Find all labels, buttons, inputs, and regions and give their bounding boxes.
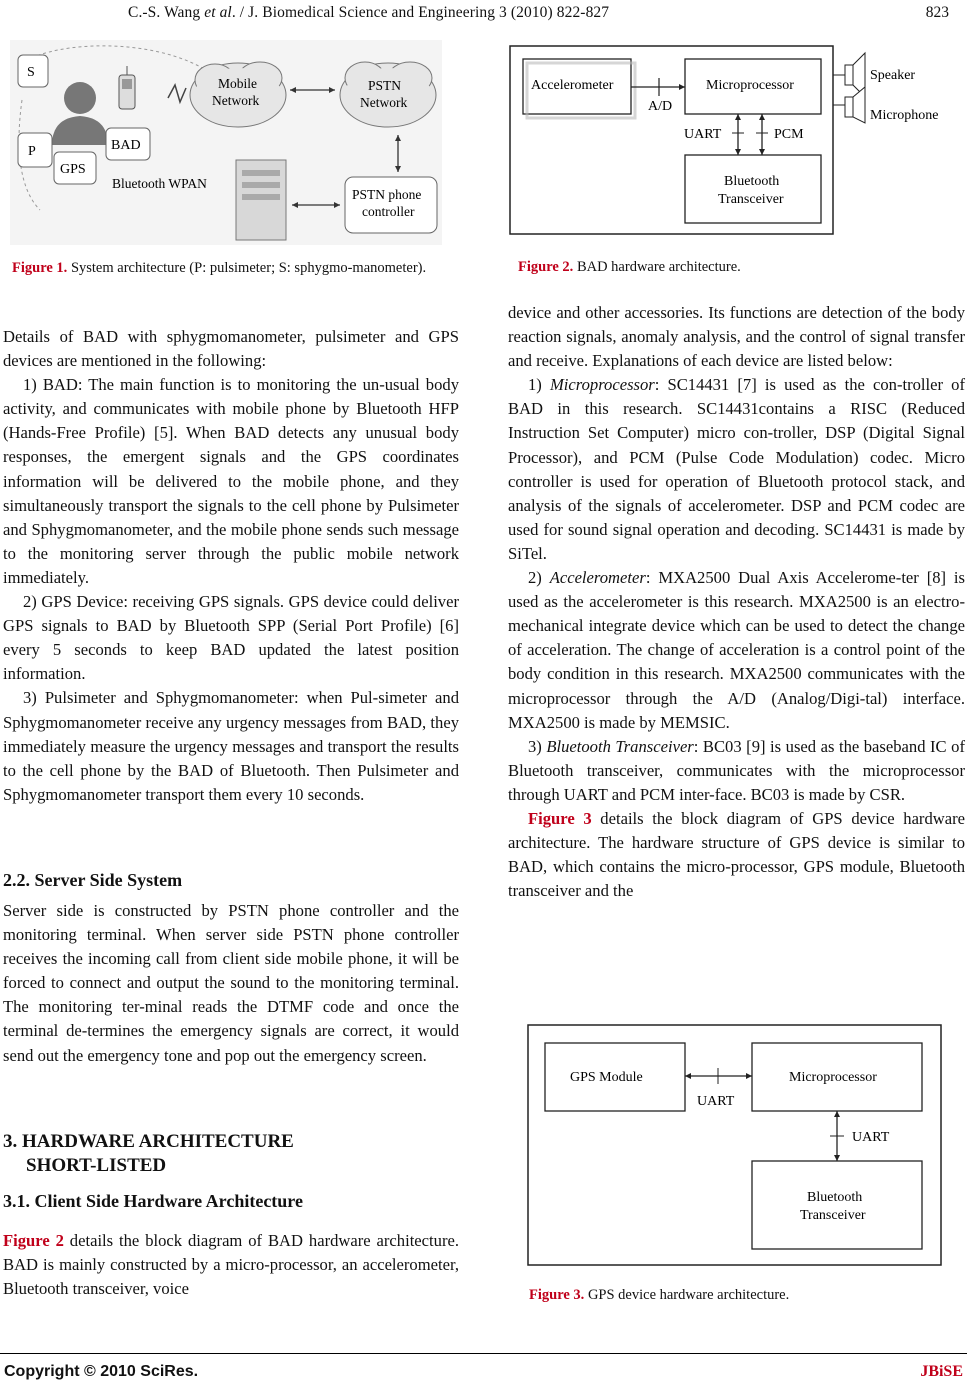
bt-transceiver-label-2: Transceiver [718, 192, 784, 207]
pstn-controller-label-2: controller [362, 204, 415, 219]
bad-label: BAD [111, 138, 141, 153]
bt-transceiver-label-3b: Transceiver [800, 1208, 866, 1223]
paragraph-bad: 1) BAD: The main function is to monitoring the un-usual body activity, and communicates with mobile phone by Bluetooth HFP (Hands-Free Profile) [5]. When BAD detects any unusual body responses, the emergent signals and the GPS coordinates information will be delivered to the mobile phone, and they simultaneously transport the signals to the cell phone by Pulsimeter and Sphygmomanometer, and the mobile phone sends such message to the monitoring server through the public mobile network immediately. [3, 375, 459, 587]
pstn-network-label-2: Network [360, 95, 408, 110]
server-icon [236, 160, 286, 240]
hardware-section [3, 1130, 459, 1301]
server-section [3, 868, 459, 1068]
accelerometer-label: Accelerometer [531, 78, 614, 93]
page-number: 823 [925, 4, 949, 21]
p-label: P [28, 144, 36, 159]
paragraph-microprocessor: 1) Microprocessor: SC14431 [7] is used as the con-troller of BAD in this research. SC14431contains a RISC (Reduced Instruction Set Computer) micro con-troller, DSP (Digital Signal Processor), and PCM (Pulse Code Modulation) codec. Micro controller is used for operation of Bluetooth protocol stack, and analysis of the signals of accelerometer. DSP and PCM codec are used for sound signal operation and decoding. SC14431 is made by SiTel. [508, 375, 965, 563]
pstn-controller-label-1: PSTN phone [352, 187, 422, 202]
s-label: S [27, 65, 35, 80]
journal-abbrev: JBiSE [920, 1363, 963, 1380]
microphone-label: Microphone [870, 108, 939, 123]
paragraph-gps: 2) GPS Device: receiving GPS signals. GPS device could deliver GPS signals to BAD by Bluetooth SPP (Serial Port Profile) [6] every 5 seconds to keep BAD updated the latest position information. [3, 592, 459, 684]
microprocessor-label: Microprocessor [706, 78, 794, 93]
copyright: Copyright © 2010 SciRes. [4, 1363, 199, 1380]
uart-label-v: UART [852, 1130, 890, 1145]
gps-label: GPS [60, 162, 86, 177]
bt-transceiver-label-1: Bluetooth [724, 174, 780, 189]
ad-label: A/D [648, 99, 673, 114]
microphone-icon [845, 87, 865, 123]
paragraph-fig3-ref: Figure 3 details the block diagram of GPS device hardware architecture. The hardware structure of GPS device is similar to BAD, which contains the micro-processor, GPS module, Bluetooth transceiver and the [508, 808, 965, 901]
paragraph-bluetooth: 3) Bluetooth Transceiver: BC03 [9] is used as the baseband IC of Bluetooth transceiver, communicates with the microprocessor through UART and PCM inter-face. BC03 is made by CSR. [508, 736, 965, 804]
figure-2-diagram [509, 45, 959, 237]
paragraph-pulsimeter: 3) Pulsimeter and Sphygmomanometer: when Pul-simeter and Sphygmomanometer receive any urgency messages from BAD, they immediately measure the urgency messages and transport the results to the cell phone by the BAD of Bluetooth. Then Pulsimeter and Sphygmomanometer transport them every 10 seconds. [3, 688, 459, 804]
paragraph-continued: device and other accessories. Its functions are detection of the body reaction signals, anomaly analysis, and the control of signal transfer and receive. Explanations of each device are listed below: [508, 303, 965, 371]
heading-2-2: 2.2. Server Side System [3, 870, 183, 890]
figure-1-caption: Figure 1. System architecture (P: pulsimeter; S: sphygmo-manometer). [12, 260, 427, 276]
figure-1-diagram [10, 40, 442, 245]
bluetooth-wpan-label: Bluetooth WPAN [112, 176, 207, 191]
uart-label: UART [684, 127, 722, 142]
bt-transceiver-label-3a: Bluetooth [807, 1190, 863, 1205]
paragraph-intro: Details of BAD with sphygmomanometer, pulsimeter and GPS devices are mentioned in the following: [3, 327, 459, 371]
figure-3-diagram [527, 1024, 943, 1268]
figure-2-caption: Figure 2. BAD hardware architecture. [518, 259, 741, 275]
figure-3-ref[interactable]: Figure 3 [528, 808, 592, 828]
paragraph-fig2-ref: Figure 2 details the block diagram of BAD hardware architecture. BAD is mainly constructed by a micro-processor, an accelerometer, Bluetooth transceiver, voice [3, 1231, 459, 1299]
header-citation: C.-S. Wang et al. / J. Biomedical Science and Engineering 3 (2010) 822-827 [128, 4, 610, 21]
paragraph-server: Server side is constructed by PSTN phone controller and the monitoring terminal. When server side PSTN phone controller receives the incoming call from client side mobile phone, it will be forced to connect and output the sound to the monitoring terminal. The monitoring ter-minal reads the DTMF code and once the terminal de-termines the emergency signals are correct, it would send out the emergency tone and pop out the emergency screen. [3, 901, 459, 1065]
gps-module-label: GPS Module [570, 1070, 643, 1085]
pcm-label: PCM [774, 127, 804, 142]
speaker-label: Speaker [870, 68, 916, 83]
heading-3: 3. HARDWARE ARCHITECTURE SHORT-LISTED [3, 1131, 294, 1176]
paragraph-accelerometer: 2) Accelerometer: MXA2500 Dual Axis Accelerome-ter [8] is used as the accelerometer is this research. MXA2500 is an electro-mechanical integrate device which can be used to detect the change of acceleration. The change of acceleration is a control point of the body condition in this research. MXA2500 communicates with the microprocessor through the A/D (Analog/Digi-tal) interface. MXA2500 is made by MEMSIC. [508, 568, 965, 732]
running-header [0, 4, 967, 24]
left-column [3, 325, 459, 807]
heading-3-1: 3.1. Client Side Hardware Architecture [3, 1191, 303, 1211]
footer-rule [0, 1353, 967, 1354]
right-column [508, 301, 965, 903]
pstn-network-label-1: PSTN [368, 78, 402, 93]
figure-2-ref[interactable]: Figure 2 [3, 1231, 64, 1250]
uart-label-h: UART [697, 1094, 735, 1109]
mobile-network-label-2: Network [212, 93, 260, 108]
microprocessor-label-3: Microprocessor [789, 1070, 877, 1085]
figure-3-caption: Figure 3. GPS device hardware architecture. [529, 1287, 790, 1303]
mobile-network-label-1: Mobile [218, 76, 257, 91]
